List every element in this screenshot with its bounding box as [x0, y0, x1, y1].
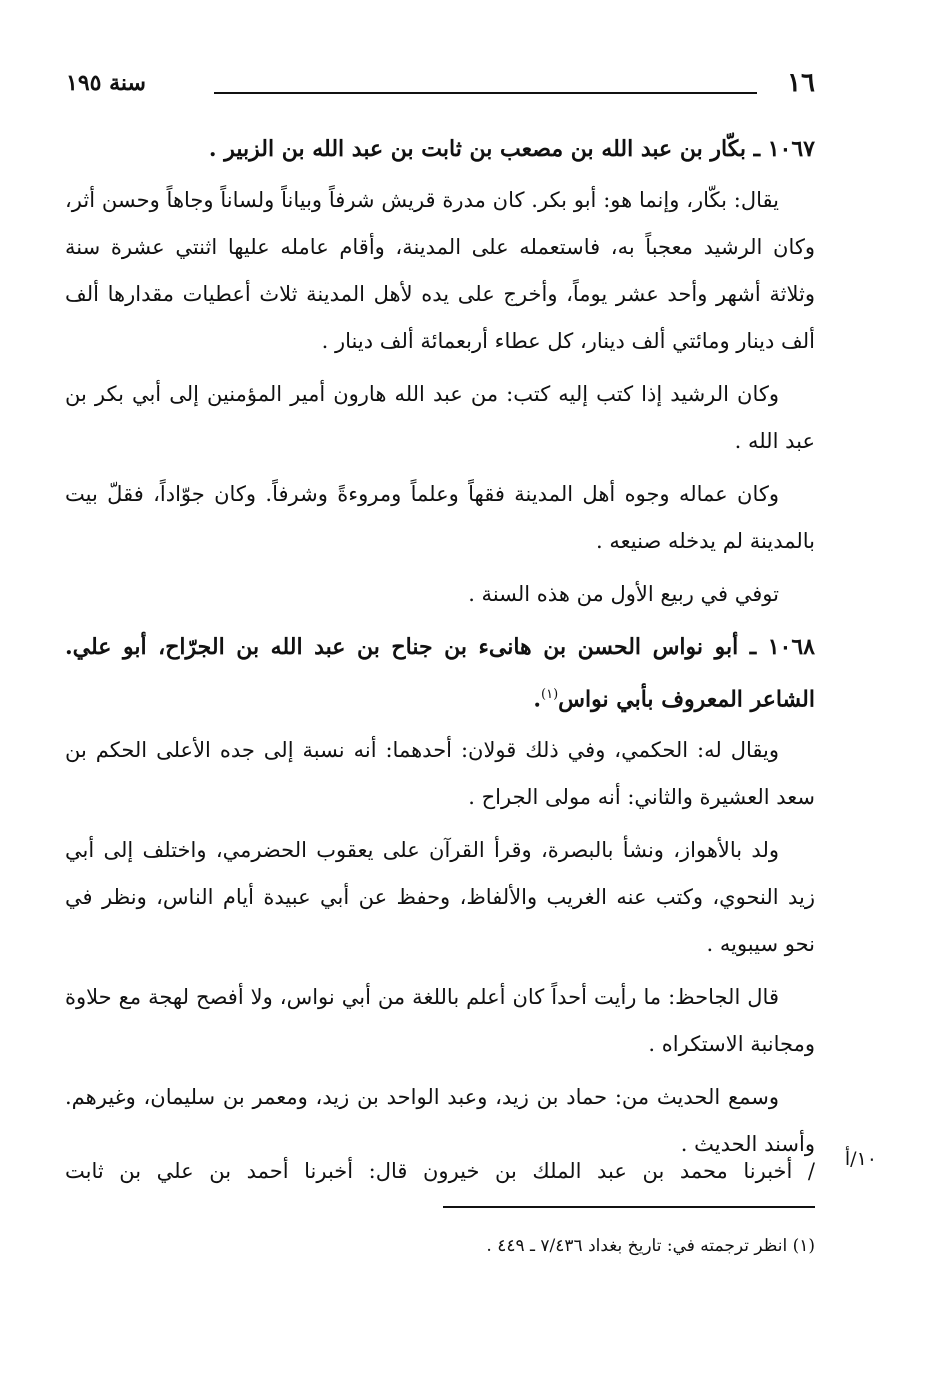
paragraph: وكان الرشيد إذا كتب إليه كتب: من عبد الله هارون أمير المؤمنين إلى أبي بكر بن عبد الله . — [65, 382, 815, 453]
entry-heading-end: . — [533, 686, 541, 713]
paragraph: توفي في ربيع الأول من هذه السنة . — [468, 582, 779, 606]
page-number: ١٦ — [787, 68, 815, 98]
paragraph: ولد بالأهواز، ونشأ بالبصرة، وقرأ القرآن على يعقوب الحضرمي، واختلف إلى أبي زيد النحوي، وكتب عنه الغريب والألفاظ، وحفظ عن أبي عبيدة أيام الناس، ونظر في نحو سيبويه . — [65, 838, 815, 957]
running-title: سنة ١٩٥ — [66, 70, 146, 96]
paragraph: وسمع الحديث من: حماد بن زيد، وعبد الواحد بن زيد، ومعمر بن سليمان، وغيرهم. وأسند الحديث . — [65, 1085, 815, 1157]
entry-heading — [65, 624, 815, 723]
paragraph: يقال: بكّار، وإنما هو: أبو بكر. كان مدرة قريش شرفاً وبياناً ولساناً وجاهاً وحسن أثر، وكان الرشيد معجباً به، فاستعمله على المدينة، وأقام عامله عليها اثنتي عشرة سنة وثلاثة أشهر وأحد عشر يوماً، وأخرج على يده لأهل المدينة ثلاث أعطيات مقدارها ألف ألف دينار ومائتي ألف دينار، كل عطاء أربعمائة ألف دينار . — [65, 188, 815, 353]
entry-1068 — [65, 624, 815, 1168]
entry-1067 — [65, 126, 815, 618]
footnote: (١) انظر ترجمته في: تاريخ بغداد ٧/٤٣٦ ـ ٤٤٩ . — [486, 1236, 815, 1256]
paragraph: وكان عماله وجوه أهل المدينة فقهاً وعلماً ومروءةً وشرفاً. وكان جوّاداً، فقلّ بيت بالمدينة لم يدخله صنيعه . — [65, 482, 815, 553]
main-text — [65, 126, 815, 1174]
header-rule — [214, 92, 757, 94]
entry-heading: ١٠٦٧ ـ بكّار بن عبد الله بن مصعب بن ثابت بن عبد الله بن الزبير . — [208, 136, 815, 162]
footnote-marker: (١) — [541, 687, 559, 702]
paragraph: قال الجاحظ: ما رأيت أحداً كان أعلم باللغة من أبي نواس، ولا أفصح لهجة مع حلاوة ومجانبة الاستكراه . — [65, 985, 815, 1057]
entry-heading-text: ١٠٦٨ ـ أبو نواس الحسن بن هانىء بن جناح بن عبد الله بن الجرّاح، أبو علي. الشاعر المعروف بأبي نواس — [65, 634, 815, 713]
page-header — [66, 68, 815, 108]
footnote-rule — [443, 1206, 815, 1208]
paragraph: ويقال له: الحكمي، وفي ذلك قولان: أحدهما: أنه نسبة إلى جده الأعلى الحكم بن سعد العشيرة والثاني: أنه مولى الجراح . — [65, 738, 815, 810]
continuation-line: / أخبرنا محمد بن عبد الملك بن خيرون قال: أخبرنا أحمد بن علي بن ثابت — [65, 1159, 815, 1183]
manuscript-folio-note: ١٠/أ — [844, 1148, 877, 1170]
